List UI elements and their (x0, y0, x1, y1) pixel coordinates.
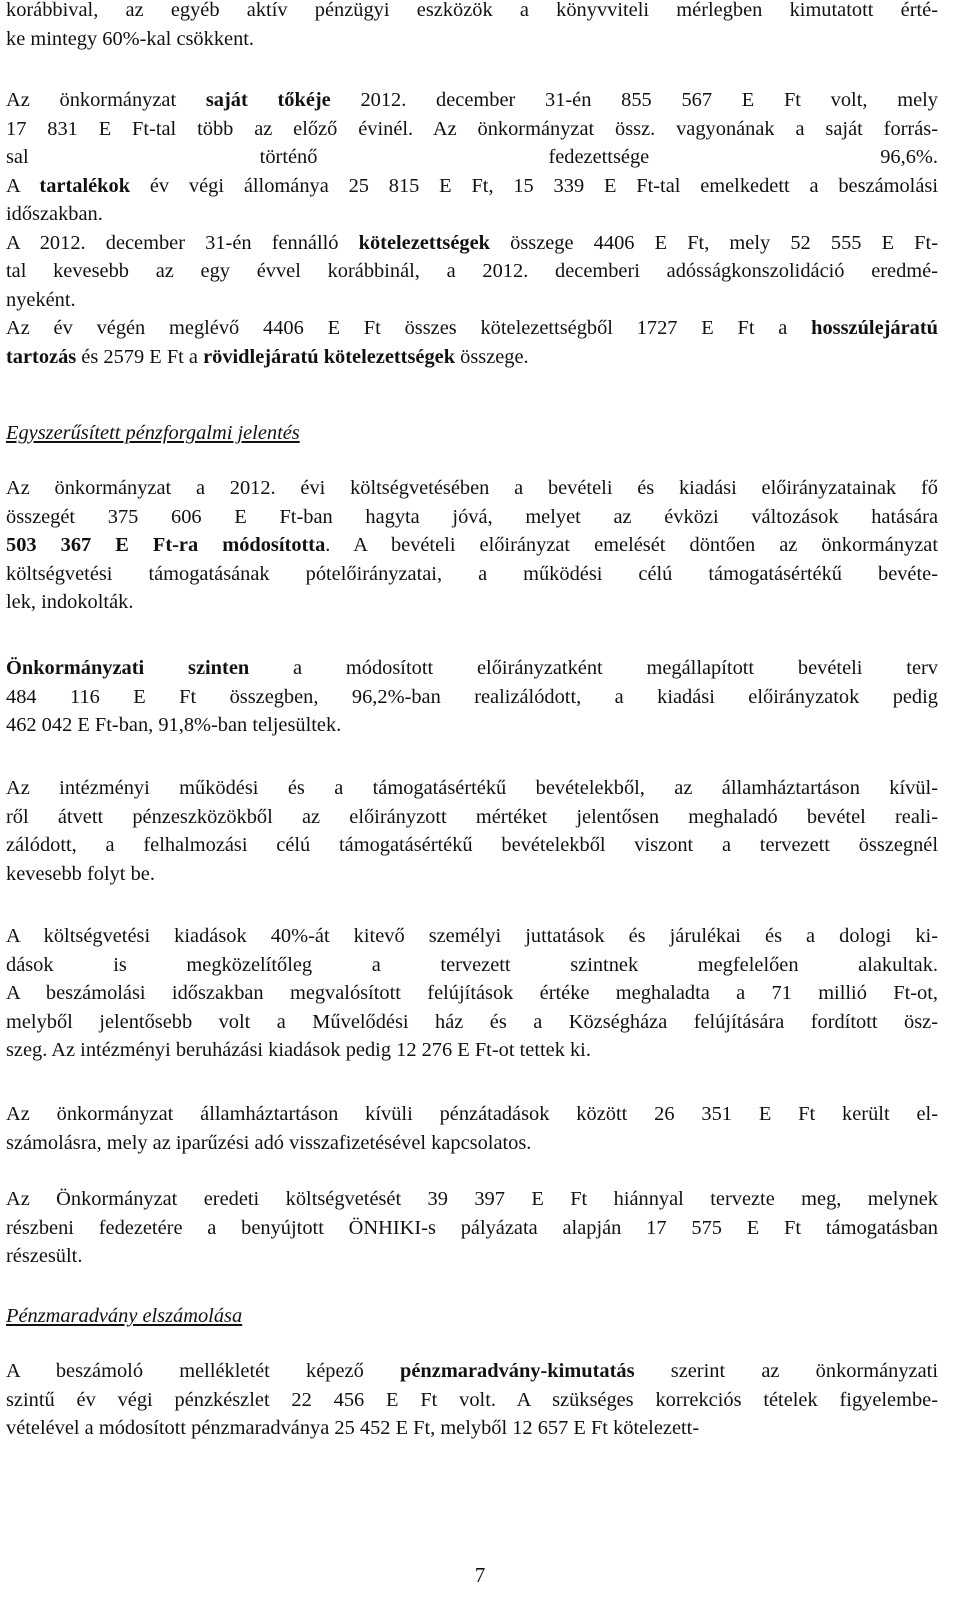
text-line (6, 860, 938, 889)
text-line (6, 343, 938, 372)
text-line (6, 200, 938, 229)
text-line (6, 172, 938, 201)
text-run: összege 4406 E Ft, mely 52 555 E Ft- (490, 231, 938, 254)
text-run: ke mintegy 60%-kal csökkent. (6, 27, 255, 50)
bold-text-run: pénzmaradvány-kimutatás (400, 1360, 635, 1382)
text-line (6, 474, 938, 503)
text-line (6, 1357, 938, 1386)
text-run: dások is megközelítőleg a tervezett szintnek megfelelően alakultak. (6, 953, 938, 976)
text-run: nyeként. (6, 288, 76, 311)
text-line (6, 831, 938, 860)
text-line (6, 1036, 938, 1065)
text-run: Az önkormányzat államháztartáson kívüli pénzátadások között 26 351 E Ft került el- (6, 1103, 938, 1125)
paragraph-cash-remainder-statement (6, 1357, 938, 1443)
text-run: Pénzmaradvány elszámolása (6, 1305, 243, 1327)
text-line (6, 419, 938, 448)
text-run: szerint az önkormányzati (634, 1360, 938, 1382)
bold-text-run: tartozás (6, 345, 77, 368)
text-run: kevesebb folyt be. (6, 862, 155, 885)
paragraph-budget-appropriations (6, 474, 938, 617)
paragraph-municipal-level (6, 654, 938, 740)
text-line (6, 588, 938, 617)
text-run: év végi állománya 25 815 E Ft, 15 339 E Ft-tal emelkedett a beszámolási (130, 174, 938, 197)
text-line (6, 1129, 938, 1158)
text-line (6, 229, 938, 258)
heading-cash-remainder (6, 1302, 938, 1331)
text-line (6, 654, 938, 683)
text-line (6, 1302, 938, 1331)
text-run: melyből jelentősebb volt a Művelődési ház és a Községháza felújítására fordított ösz- (6, 1010, 938, 1033)
text-run: Az intézményi működési és a támogatásértékű bevételekből, az államháztartáson kívül- (6, 777, 938, 799)
heading-cash-flow-report (6, 419, 938, 448)
text-run: szintű év végi pénzkészlet 22 456 E Ft volt. A szükséges korrekciós tételek figyelembe- (6, 1388, 938, 1411)
text-line (6, 143, 938, 172)
text-run: Az Önkormányzat eredeti költségvetését 39 397 E Ft hiánnyal tervezte meg, melynek (6, 1188, 938, 1210)
text-run: ről átvett pénzeszközökből az előirányzott mértéket jelentősen meghaladó bevétel reali- (6, 805, 938, 828)
bold-text-run: hosszúlejáratú (811, 317, 938, 339)
text-line (6, 0, 938, 25)
text-run: Az önkormányzat a 2012. évi költségvetésében a bevételi és kiadási előirányzatainak fő (6, 477, 938, 499)
bold-text-run: Önkormányzati szinten (6, 657, 250, 679)
text-line (6, 1414, 938, 1443)
text-line (6, 503, 938, 532)
paragraph-equity-liabilities (6, 86, 938, 371)
paragraph-institutional-revenues (6, 774, 938, 888)
text-run: részbeni fedezetére a benyújtott ÖNHIKI-s pályázata alapján 17 575 E Ft támogatásban (6, 1216, 938, 1239)
text-run: a módosított előirányzatként megállapított bevételi terv (249, 657, 938, 679)
text-line (6, 951, 938, 980)
paragraph-deficit-funding (6, 1185, 938, 1271)
text-run: részesült. (6, 1245, 83, 1267)
text-run: A beszámoló mellékletét képező (6, 1360, 401, 1382)
text-run: Egyszerűsített pénzforgalmi jelentés (6, 422, 300, 444)
text-line (6, 1386, 938, 1415)
bold-text-run: rövidlejáratú kötelezettségek (203, 345, 456, 368)
text-line (6, 922, 938, 951)
text-run: . A bevételi előirányzat emelését döntően az önkormányzat (325, 534, 939, 556)
text-line (6, 1242, 938, 1271)
text-line (6, 314, 938, 343)
text-line (6, 115, 938, 144)
text-run: sal történő fedezettsége 96,6%. (6, 146, 938, 168)
text-line (6, 25, 938, 54)
text-run: korábbival, az egyéb aktív pénzügyi eszközök a könyvviteli mérlegben kimutatott érté- (6, 0, 938, 21)
text-run: 462 042 E Ft-ban, 91,8%-ban teljesültek. (6, 714, 342, 736)
bold-text-run: kötelezettségek (358, 231, 490, 254)
text-run: 17 831 E Ft-tal több az előző évinél. Az önkormányzat össz. vagyonának a saját forrás- (6, 117, 938, 140)
text-run: tal kevesebb az egy évvel korábbinál, a 2012. decemberi adósságkonszolidáció eredmé- (6, 260, 938, 282)
text-line (6, 1214, 938, 1243)
text-line (6, 683, 938, 712)
bold-text-run: tartalékok (39, 174, 131, 197)
text-line (6, 86, 938, 115)
text-line (6, 1100, 938, 1129)
text-run: vételével a módosított pénzmaradványa 25 452 E Ft, melyből 12 657 E Ft kötelezett- (6, 1417, 700, 1439)
text-line (6, 560, 938, 589)
text-run: időszakban. (6, 203, 103, 225)
text-run: szeg. Az intézményi beruházási kiadások pedig 12 276 E Ft-ot tettek ki. (6, 1039, 591, 1061)
text-line (6, 1185, 938, 1214)
paragraph-transfers (6, 1100, 938, 1157)
text-line (6, 286, 938, 315)
text-run: A 2012. december 31-én fennálló (6, 231, 359, 254)
paragraph-expenditures (6, 922, 938, 1065)
text-run: költségvetési támogatásának pótelőirányzatai, a működési célú támogatásértékű bevéte- (6, 562, 938, 585)
text-run: Az év végén meglévő 4406 E Ft összes kötelezettségből 1727 E Ft a (6, 317, 812, 339)
text-line (6, 711, 938, 740)
page-number: 7 (474, 1563, 486, 1587)
text-run: összegét 375 606 E Ft-ban hagyta jóvá, melyet az évközi változások hatására (6, 505, 938, 528)
text-run: A beszámolási időszakban megvalósított felújítások értéke meghaladta a 71 millió Ft-ot, (6, 982, 938, 1004)
text-run: lek, indokolták. (6, 591, 134, 613)
text-line (6, 531, 938, 560)
paragraph-assets (6, 0, 938, 53)
text-run: és 2579 E Ft a (76, 345, 204, 368)
text-line (6, 774, 938, 803)
bold-text-run: 503 367 E Ft-ra módosította (6, 534, 326, 556)
text-run: A (6, 174, 40, 197)
text-line (6, 979, 938, 1008)
text-run: 484 116 E Ft összegben, 96,2%-ban realizálódott, a kiadási előirányzatok pedig (6, 685, 938, 708)
text-line (6, 803, 938, 832)
text-run: összege. (455, 345, 529, 368)
text-line (6, 1008, 938, 1037)
text-line (6, 257, 938, 286)
text-run: zálódott, a felhalmozási célú támogatásértékű bevételekből viszont a tervezett összegnél (6, 834, 938, 856)
text-run: számolásra, mely az iparűzési adó visszafizetésével kapcsolatos. (6, 1131, 532, 1154)
text-run: 2012. december 31-én 855 567 E Ft volt, mely (330, 89, 938, 111)
bold-text-run: saját tőkéje (205, 89, 331, 111)
text-run: A költségvetési kiadások 40%-át kitevő személyi juttatások és járulékai és a dologi ki- (6, 925, 938, 947)
text-run: Az önkormányzat (6, 89, 206, 111)
